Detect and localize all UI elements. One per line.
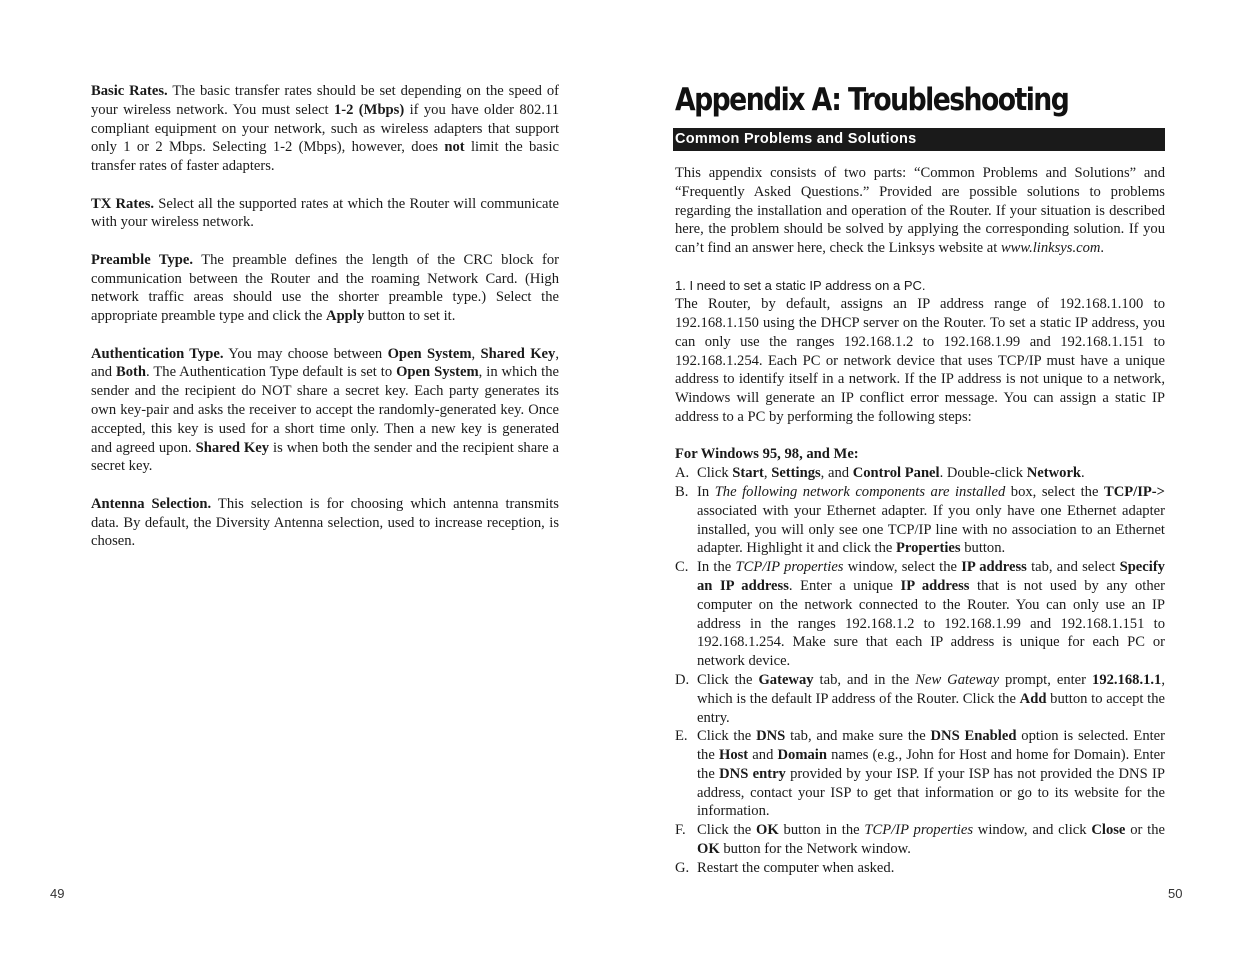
question-body: The Router, by default, assigns an IP address range of 192.168.1.100 to 192.168.1.150 using the DHCP server on the Router. To set a static IP address, you can only use the ranges 192.168.1.2 to 192.168.1.99 and 192.168.1.151 to 192.168.1.254. Each PC or network device that uses TCP/IP must have a unique address to identify itself in a network. If the IP address is not unique to a network, Windows will generate an IP conflict error message. You can assign a static IP address to a PC by performing the following steps:	[675, 296, 1165, 425]
page-number-right: 50	[1168, 886, 1183, 901]
step-d: D. Click the Gateway tab, and in the New Gateway prompt, enter 192.168.1.1, which is the default IP address of the Router. Click the Add button to accept the entry.	[675, 671, 1165, 726]
authentication-type-label: Authentication Type.	[91, 345, 224, 362]
step-a: A. Click Start, Settings, and Control Panel. Double-click Network.	[675, 465, 1085, 482]
basic-rates-paragraph: Basic Rates. The basic transfer rates should be set depending on the speed of your wireless network. You must select 1-2 (Mbps) if you have older 802.11 compliant equipment on your network, such as wireless adapters that support only 1 or 2 Mbps. Selecting 1-2 (Mbps), however, does not limit the basic transfer rates of faster adapters.	[91, 83, 559, 175]
section-header-bar: Common Problems and Solutions	[673, 128, 1165, 151]
page-title: Appendix A: Troubleshooting	[675, 82, 1069, 118]
tx-rates-label: TX Rates.	[91, 195, 155, 212]
step-f: F. Click the OK button in the TCP/IP properties window, and click Close or the OK button for the Network window.	[675, 822, 1165, 858]
linksys-website-link: www.linksys.com	[1000, 240, 1101, 257]
antenna-selection-label: Antenna Selection.	[91, 495, 212, 512]
step-e: E. Click the DNS tab, and make sure the DNS Enabled option is selected. Enter the Host and Domain names (e.g., John for Host and home for Domain). Enter the DNS entry provided by your ISP. If your ISP has not provided the DNS IP address, contact your ISP to get that information or go to its website for the information.	[675, 728, 1166, 820]
step-b: B. In The following network components are installed box, select the TCP/IP-> associated with your Ethernet adapter. If you only have one Ethernet adapter installed, you will only see one TCP/IP line with no association to an Ethernet adapter. Highlight it and click the Properties button.	[675, 483, 1165, 557]
authentication-type-paragraph: Authentication Type. You may choose between Open System, Shared Key, and Both. The Authentication Type default is set to Open System, in which the sender and the recipient do NOT share a secret key. Each party generates its own key-pair and asks the receiver to accept the randomly-generated key. Once accepted, this key is used for a short time only. Then a new key is generated and agreed upon. Shared Key is when both the sender and the recipient share a secret key.	[91, 345, 559, 475]
tx-rates-paragraph: TX Rates. Select all the supported rates at which the Router will communicate with your wireless network.	[91, 195, 559, 231]
right-page	[675, 82, 1165, 878]
step-g: G. Restart the computer when asked.	[675, 859, 895, 876]
left-page	[91, 82, 559, 570]
windows-steps-heading: For Windows 95, 98, and Me:	[675, 446, 859, 463]
antenna-selection-paragraph: Antenna Selection. This selection is for choosing which antenna transmits data. By default, the Diversity Antenna selection, used to increase reception, is chosen.	[91, 495, 559, 550]
question-heading: 1. I need to set a static IP address on a PC.	[675, 277, 926, 293]
step-c: C. In the TCP/IP properties window, select the IP address tab, and select Specify an IP address. Enter a unique IP address that is not used by any other computer on the network connected to the Router. You can only use an IP address in the ranges 192.168.1.2 to 192.168.1.99 and 192.168.1.151 to 192.168.1.254. Make sure that each IP address is unique for each PC or network device.	[675, 559, 1165, 670]
preamble-type-label: Preamble Type.	[91, 251, 194, 268]
basic-rates-label: Basic Rates.	[91, 83, 168, 99]
preamble-type-paragraph: Preamble Type. The preamble defines the length of the CRC block for communication between the Router and the roaming Network Card. (High network traffic areas should use the shorter preamble type.) Select the appropriate preamble type and click the Apply button to set it.	[91, 251, 559, 325]
intro-paragraph: This appendix consists of two parts: “Common Problems and Solutions” and “Frequently Asked Questions.” Provided are possible solutions to problems regarding the installation and operation of the Router. If your situation is described here, the problem should be solved by applying the corresponding solution. If you can’t find an answer here, check the Linksys website at www.linksys.com.	[675, 165, 1165, 257]
page-number-left: 49	[50, 886, 65, 901]
